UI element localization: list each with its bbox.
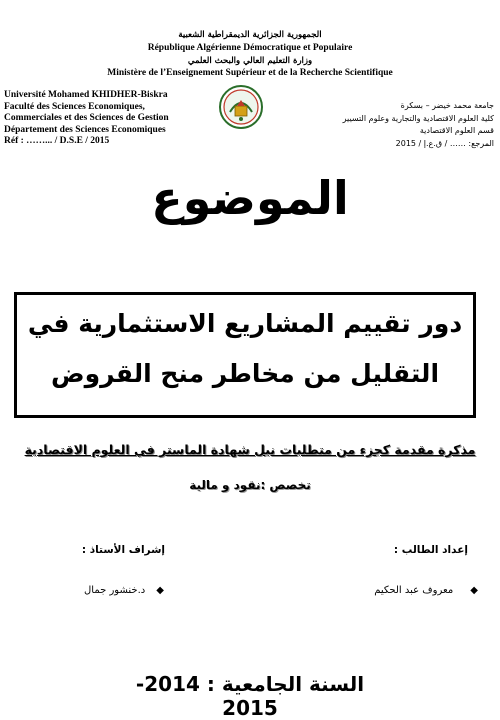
university-seal-icon xyxy=(218,84,264,130)
header-ministry-fr: Ministère de l’Enseignement Supérieur et de la Recherche Scientifique xyxy=(107,68,393,78)
header-republic-ar: الجمهورية الجزائرية الديمقراطية الشعبية xyxy=(178,30,322,40)
student-name: معروف عبد الحكيم xyxy=(374,585,454,596)
supervisor-entry xyxy=(84,578,164,597)
faculty-line: Faculté des Sciences Economiques, xyxy=(4,101,145,112)
supervisor-label: إشراف الأستاذ : xyxy=(81,544,165,556)
bullet-icon: ◆ xyxy=(470,585,478,596)
reference-line: Réf : ……... / D.S.E / 2015 xyxy=(4,136,110,146)
university-line: Université Mohamed KHIDHER-Biskra xyxy=(4,90,168,100)
reference-line-ar: المرجع: …… / ق.ع.إ / 2015 xyxy=(395,138,494,148)
header-republic-fr: République Algérienne Démocratique et Populaire xyxy=(147,43,353,53)
faculty-line-2: Commerciales et des Sciences de Gestion xyxy=(4,113,169,123)
student-label: إعداد الطالب : xyxy=(393,544,468,556)
thesis-title-line-1: دور تقييم المشاريع الاستثمارية في xyxy=(27,309,463,338)
university-info-ar xyxy=(324,100,494,150)
specialty-label: تخصص :نقود و مالية xyxy=(189,478,311,492)
thesis-description: مذكرة مقدمة كجزء من متطلبات نيل شهادة الماستر في العلوم الاقتصادية xyxy=(24,442,476,457)
department-line: Département des Sciences Economiques xyxy=(4,124,166,135)
university-line-ar: جامعة محمد خيضر – بسكرة xyxy=(400,101,494,110)
faculty-line-ar: كلية العلوم الاقتصادية والتجارية وعلوم التسيير xyxy=(342,113,494,123)
academic-year: السنة الجامعية : 2014-2015 xyxy=(135,672,365,720)
thesis-title-box xyxy=(14,292,476,418)
supervisor-name: د.خنشور جمال xyxy=(84,585,146,596)
topic-heading: الموضوع xyxy=(151,171,349,225)
student-entry xyxy=(374,578,478,597)
university-info-fr xyxy=(4,90,169,148)
bullet-icon: ◆ xyxy=(156,585,164,596)
department-line-ar: قسم العلوم الاقتصادية xyxy=(419,126,494,135)
thesis-title-line-2: التقليل من مخاطر منح القروض xyxy=(50,359,440,388)
header-ministry-ar: وزارة التعليم العالي والبحث العلمي xyxy=(187,56,313,66)
